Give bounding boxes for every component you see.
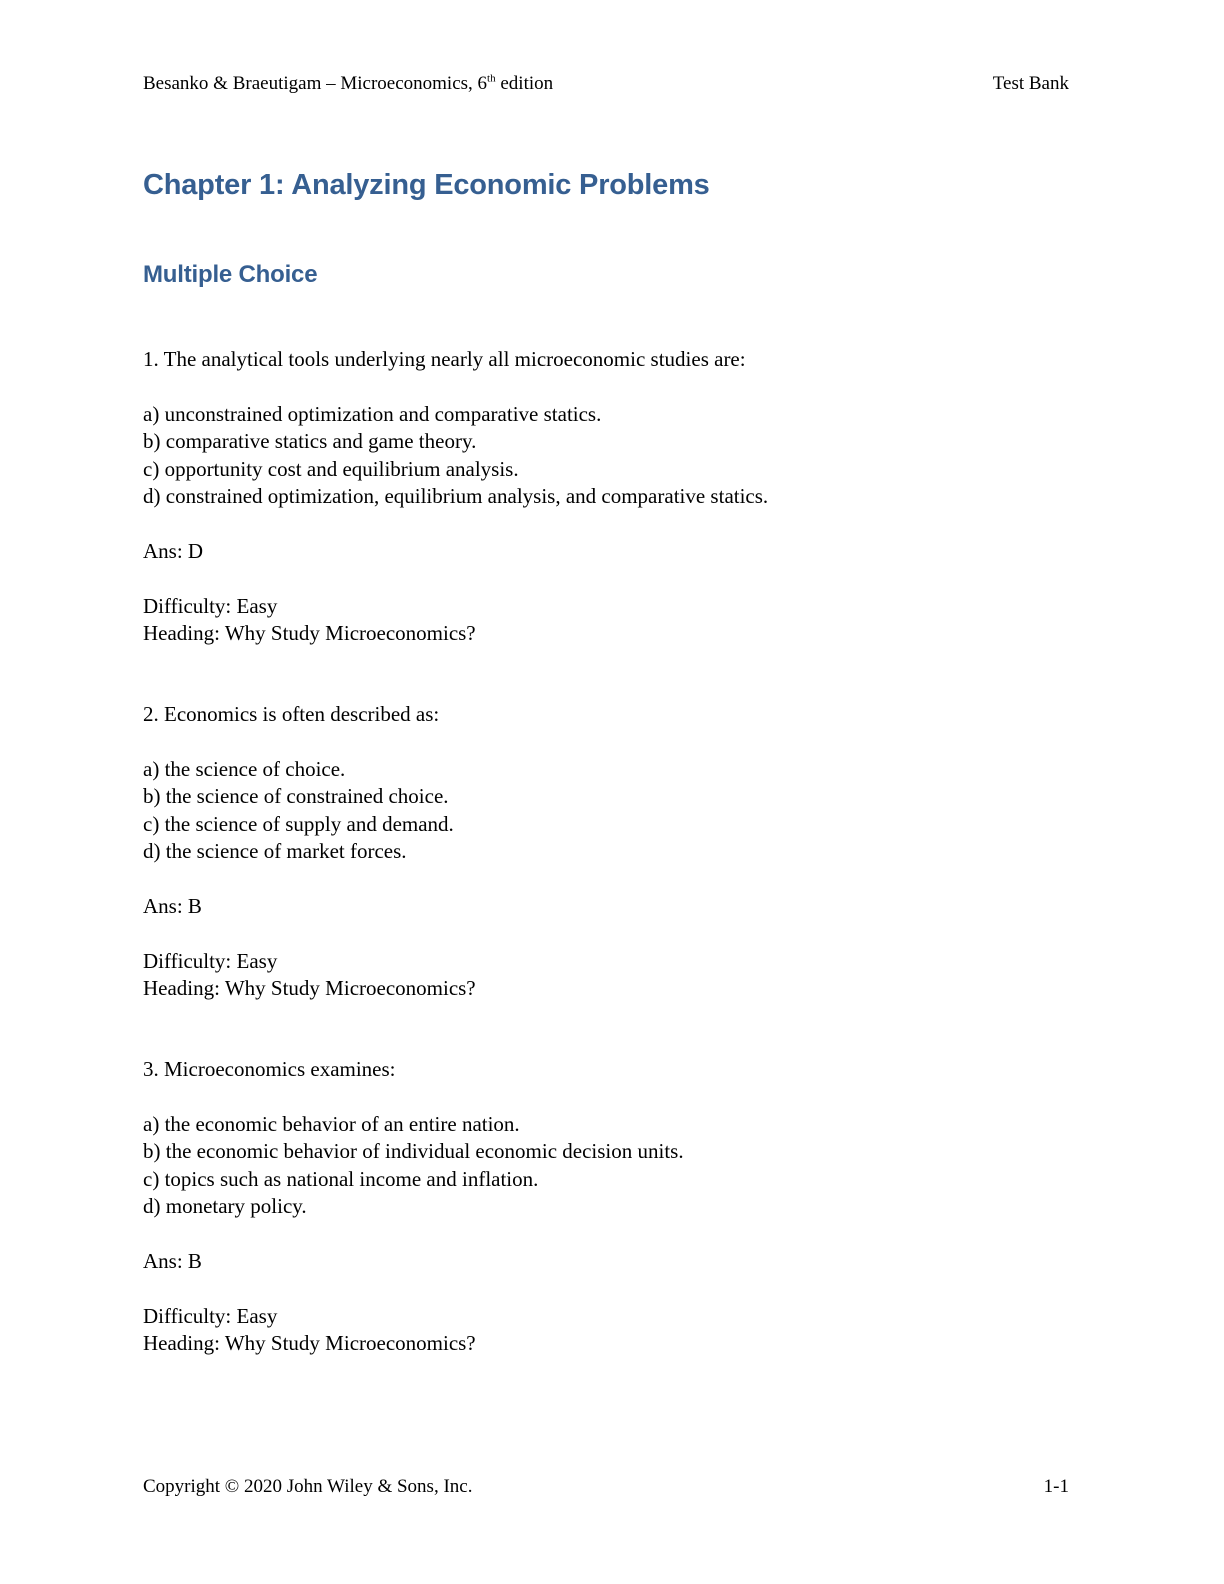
answer-key: Ans: D xyxy=(143,538,204,563)
answer-option: a) the science of choice. xyxy=(143,756,346,781)
running-header-left xyxy=(143,72,553,96)
answer-option: d) monetary policy. xyxy=(143,1194,307,1219)
footer-copyright: Copyright © 2020 John Wiley & Sons, Inc. xyxy=(143,1476,473,1497)
answer-option: b) the economic behavior of individual economic decision units. xyxy=(143,1139,684,1164)
question-stem: 1. The analytical tools underlying nearly all microeconomic studies are: xyxy=(143,347,746,371)
question-stem: 3. Microeconomics examines: xyxy=(143,1057,396,1081)
question-stem: 2. Economics is often described as: xyxy=(143,702,440,726)
section-title: Multiple Choice xyxy=(143,261,318,288)
answer-option: a) the economic behavior of an entire nation. xyxy=(143,1111,520,1136)
difficulty: Difficulty: Easy xyxy=(143,593,278,618)
header-edition-superscript: th xyxy=(487,72,496,85)
answer-option: b) the science of constrained choice. xyxy=(143,784,449,809)
answer-option: d) the science of market forces. xyxy=(143,839,407,864)
heading-tag: Heading: Why Study Microeconomics? xyxy=(143,1331,476,1356)
answer-option: c) topics such as national income and inflation. xyxy=(143,1166,539,1191)
answer-option: d) constrained optimization, equilibrium analysis, and comparative statics. xyxy=(143,484,769,509)
question-block xyxy=(143,1056,684,1357)
answer-option: b) comparative statics and game theory. xyxy=(143,429,477,454)
header-book-title: Besanko & Braeutigam – Microeconomics, 6 xyxy=(143,73,488,94)
heading-tag: Heading: Why Study Microeconomics? xyxy=(143,976,476,1001)
question-block xyxy=(143,346,768,647)
header-edition-suffix: edition xyxy=(495,73,554,94)
heading-tag: Heading: Why Study Microeconomics? xyxy=(143,621,476,646)
answer-option: a) unconstrained optimization and comparative statics. xyxy=(143,401,602,426)
answer-key: Ans: B xyxy=(143,1248,202,1273)
answer-option: c) the science of supply and demand. xyxy=(143,811,454,836)
chapter-title: Chapter 1: Analyzing Economic Problems xyxy=(143,169,710,201)
difficulty: Difficulty: Easy xyxy=(143,948,278,973)
difficulty: Difficulty: Easy xyxy=(143,1303,278,1328)
question-block xyxy=(143,701,476,1002)
answer-key: Ans: B xyxy=(143,893,202,918)
answer-option: c) opportunity cost and equilibrium analysis. xyxy=(143,456,519,481)
page-number: 1-1 xyxy=(1043,1476,1069,1497)
running-header-right: Test Bank xyxy=(992,73,1069,94)
